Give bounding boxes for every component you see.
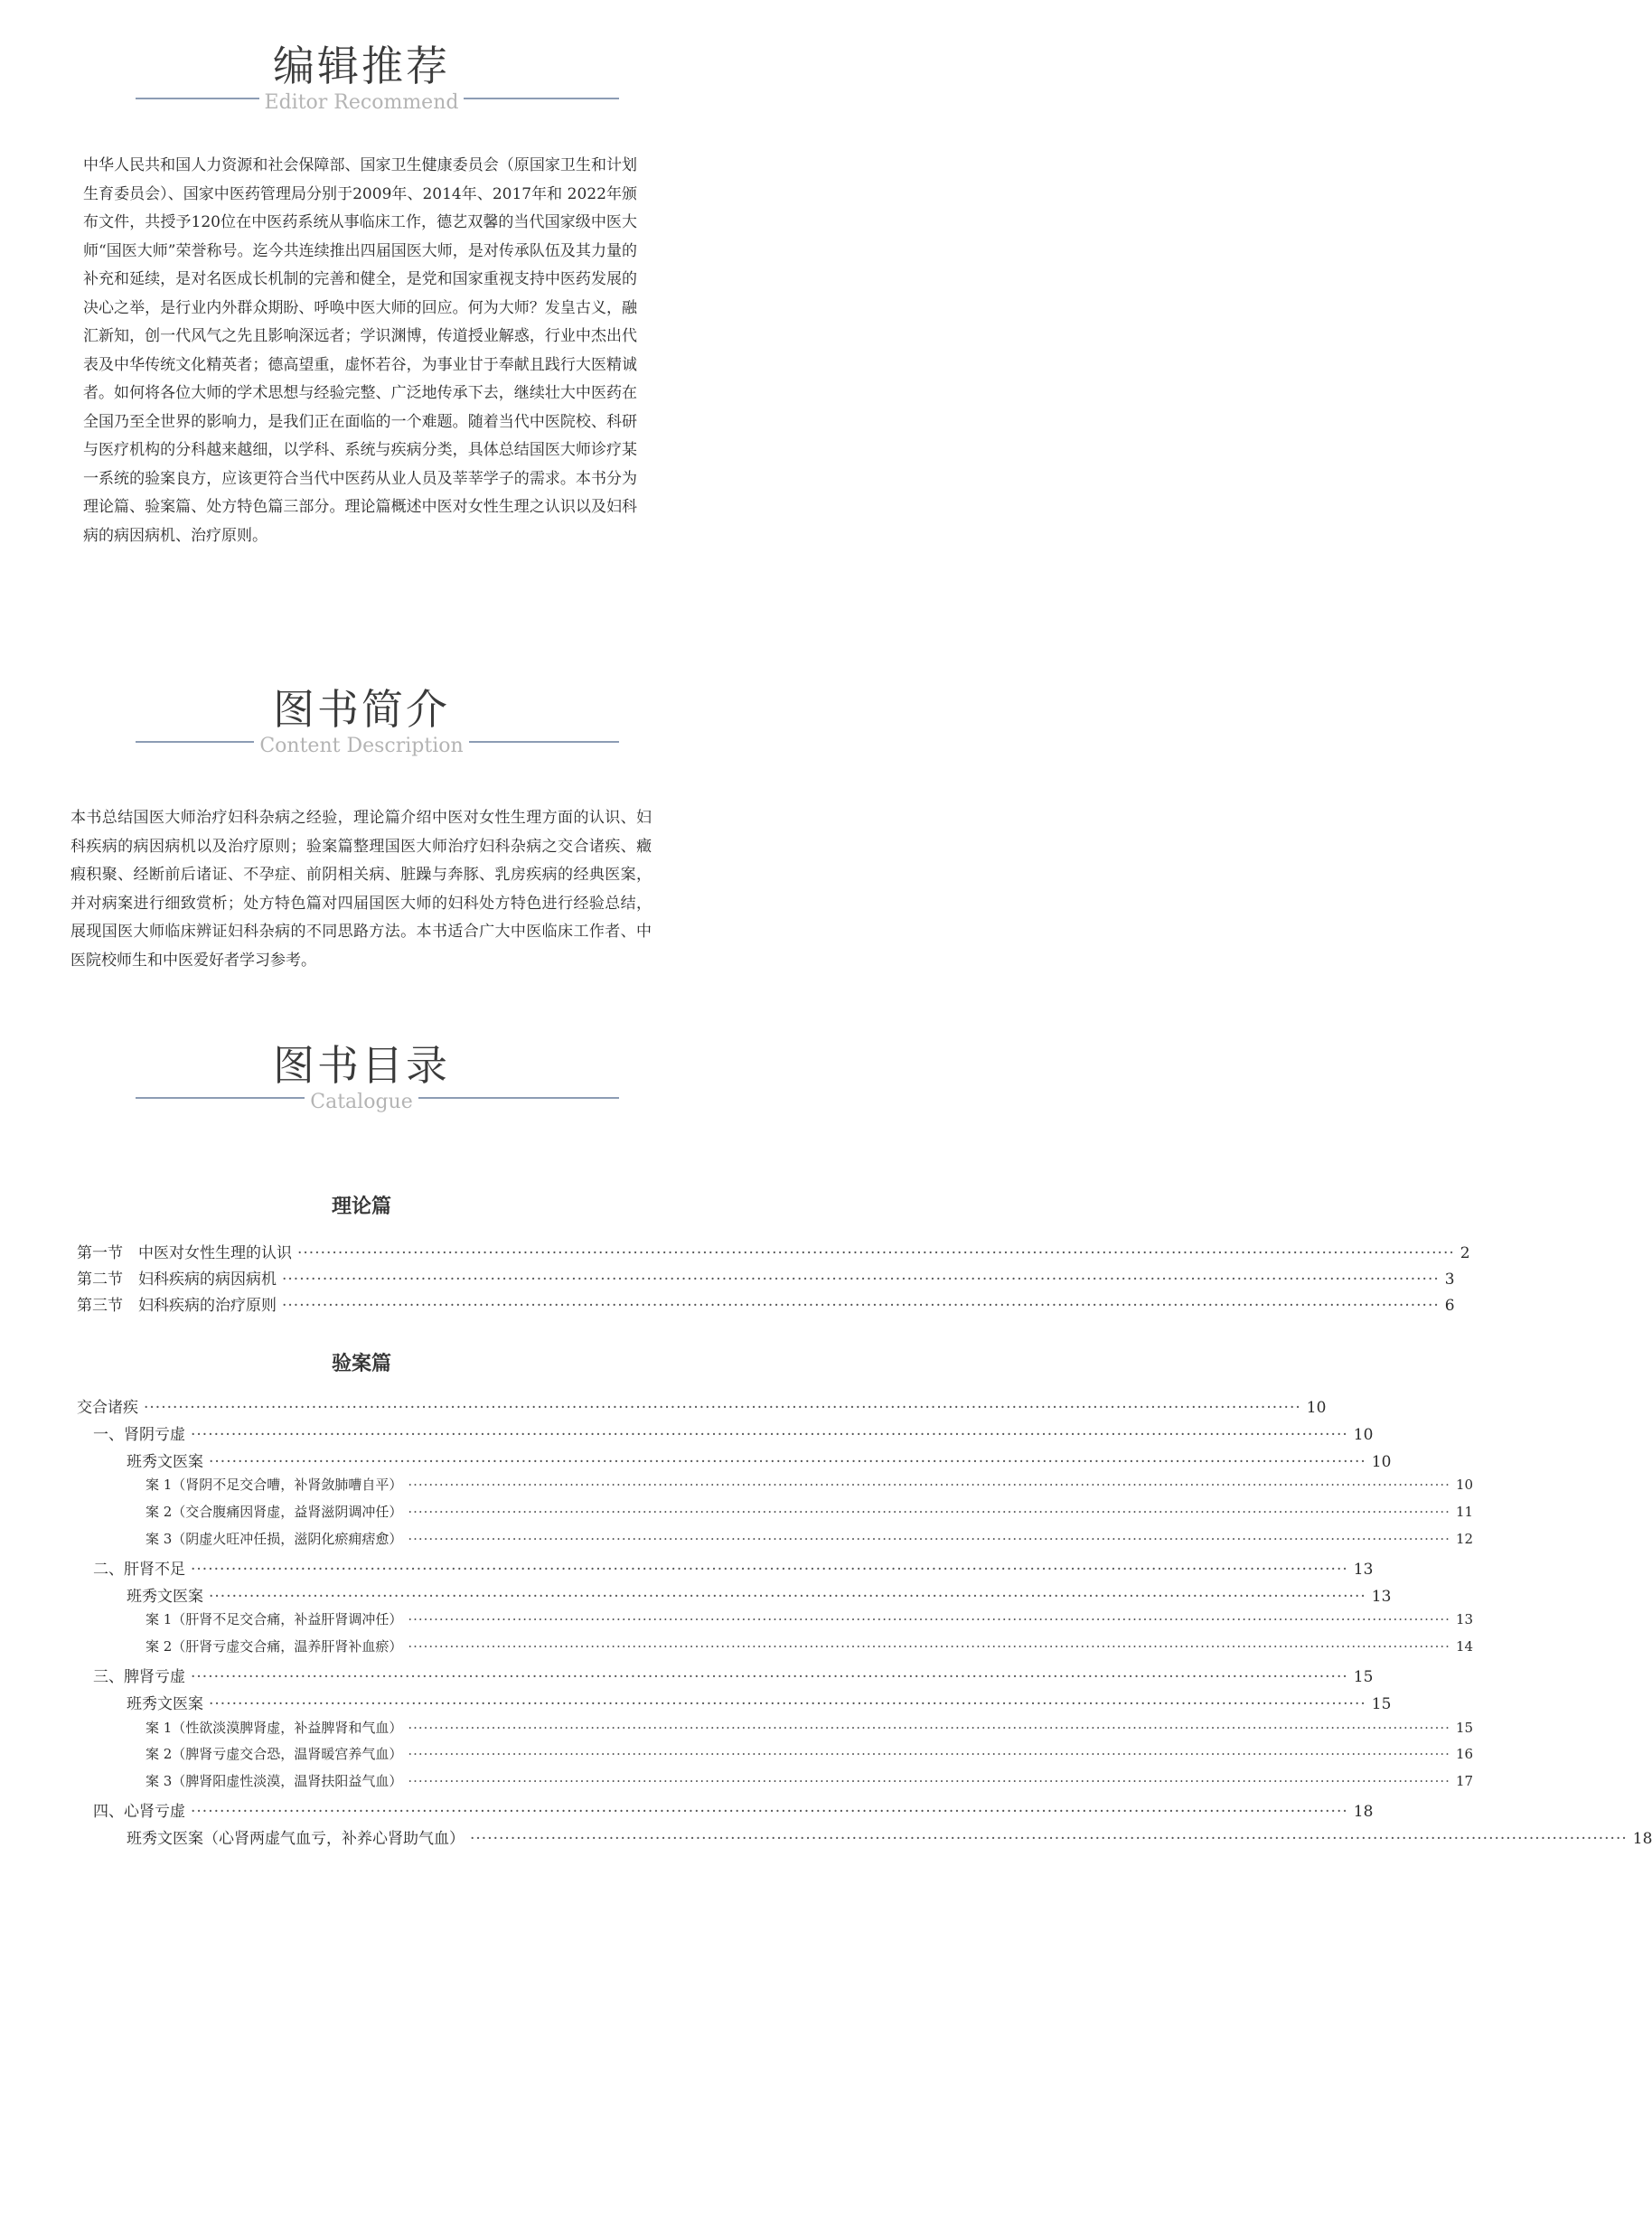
- toc-entry-label: 班秀文医案: [127, 1452, 203, 1471]
- toc-entry: [145, 1475, 1474, 1494]
- toc-leader-dots: ········································································································································································································: [191, 1803, 1348, 1821]
- toc-entry-label: 案 3（脾肾阳虚性淡漠，温肾扶阳益气血）: [145, 1773, 403, 1790]
- toc-entry-label: 案 2（肝肾亏虚交合痛，温养肝肾补血瘀）: [145, 1638, 403, 1655]
- toc-entry-page: 13: [1353, 1560, 1374, 1579]
- toc-leader-dots: ········································································································································································································: [408, 1504, 1450, 1521]
- toc-leader-dots: ········································································································································································································: [282, 1271, 1440, 1289]
- toc-leader-dots: ········································································································································································································: [408, 1746, 1450, 1763]
- toc-entry: [77, 1394, 1327, 1417]
- toc-entry-label: 案 1（性欲淡漠脾肾虚，补益脾肾和气血）: [145, 1719, 403, 1736]
- toc-entry: [93, 1798, 1374, 1821]
- toc-entry: [145, 1502, 1474, 1521]
- toc-leader-dots: ········································································································································································································: [408, 1611, 1450, 1628]
- catalogue-title: 图书目录: [273, 1041, 450, 1090]
- toc-entry: [145, 1771, 1474, 1790]
- toc-leader-dots: ········································································································································································································: [191, 1425, 1348, 1444]
- toc-entry-page: 18: [1632, 1829, 1652, 1848]
- toc-entry-label: 案 1（肝肾不足交合痛，补益肝肾调冲任）: [145, 1611, 403, 1628]
- toc-entry: [145, 1609, 1474, 1628]
- toc-entry: [127, 1583, 1392, 1606]
- toc-entry-label: 班秀文医案: [127, 1587, 203, 1606]
- toc-leader-dots: ········································································································································································································: [209, 1587, 1366, 1606]
- toc-leader-dots: ········································································································································································································: [408, 1719, 1450, 1736]
- toc-leader-dots: ········································································································································································································: [408, 1477, 1450, 1494]
- toc-entry-page: 6: [1444, 1297, 1455, 1315]
- toc-leader-dots: ········································································································································································································: [282, 1297, 1440, 1315]
- toc-theory-heading: 理论篇: [331, 1196, 391, 1218]
- toc-cases-heading: 验案篇: [331, 1353, 391, 1375]
- toc-entry-label: 交合诸疾: [77, 1399, 138, 1417]
- toc-leader-dots: ········································································································································································································: [297, 1244, 1455, 1262]
- toc-entry-page: 15: [1353, 1668, 1374, 1686]
- toc-leader-dots: ········································································································································································································: [408, 1773, 1450, 1790]
- catalogue-subtitle: Catalogue: [305, 1091, 418, 1113]
- toc-entry-page: 11: [1455, 1504, 1474, 1521]
- content-description-subtitle: Content Description: [254, 735, 468, 757]
- toc-entry-page: 10: [1455, 1477, 1474, 1494]
- toc-entry-page: 12: [1455, 1531, 1474, 1547]
- toc-entry-label: 第一节 中医对女性生理的认识: [77, 1244, 292, 1262]
- toc-entry-label: 案 2（交合腹痛因肾虚，益肾滋阴调冲任）: [145, 1504, 403, 1521]
- toc-leader-dots: ········································································································································································································: [209, 1694, 1366, 1713]
- toc-leader-dots: ········································································································································································································: [144, 1399, 1301, 1417]
- toc-entry: [93, 1421, 1374, 1444]
- toc-entry-page: 13: [1455, 1611, 1474, 1628]
- toc-leader-dots: ········································································································································································································: [209, 1452, 1366, 1471]
- toc-entry-label: 案 3（阴虚火旺冲任损，滋阴化瘀痈痞愈）: [145, 1531, 403, 1547]
- toc-entry: [127, 1825, 1652, 1848]
- editor-recommend-subtitle: Editor Recommend: [259, 91, 465, 114]
- toc-entry: [77, 1266, 1455, 1289]
- toc-entry: [77, 1240, 1470, 1262]
- toc-entry-label: 三、脾肾亏虚: [93, 1668, 185, 1686]
- toc-entry: [145, 1744, 1474, 1763]
- toc-entry-label: 班秀文医案: [127, 1694, 203, 1713]
- toc-entry-label: 四、心肾亏虚: [93, 1803, 185, 1821]
- toc-entry-page: 14: [1455, 1638, 1474, 1655]
- toc-leader-dots: ········································································································································································································: [408, 1638, 1450, 1655]
- toc-entry-page: 2: [1460, 1244, 1470, 1262]
- editor-recommend-title: 编辑推荐: [273, 42, 450, 90]
- toc-entry-page: 3: [1444, 1271, 1455, 1289]
- content-description-header: [0, 681, 723, 790]
- content-description-text: 本书总结国医大师治疗妇科杂病之经验，理论篇介绍中医对女性生理方面的认识、妇科疾病的病因病机以及治疗原则；验案篇整理国医大师治疗妇科杂病之交合诸疾、癥瘕积聚、经断前后诸证、不孕症、前阴相关病、脏躁与奔豚、乳房疾病的经典医案，并对病案进行细致赏析；处方特色篇对四届国医大师的妇科处方特色进行经验总结，展现国医大师临床辨证妇科杂病的不同思路方法。本书适合广大中医临床工作者、中医院校师生和中医爱好者学习参考。: [70, 809, 652, 970]
- toc-entry-label: 第三节 妇科疾病的治疗原则: [77, 1297, 277, 1315]
- editor-recommend-header: [0, 38, 723, 146]
- toc-entry-label: 案 1（肾阴不足交合嘈，补肾敛肺嘈自平）: [145, 1477, 403, 1494]
- toc-entry-label: 案 2（脾肾亏虚交合恐，温肾暖宫养气血）: [145, 1746, 403, 1763]
- toc-entry-page: 18: [1353, 1803, 1374, 1821]
- toc-entry-page: 15: [1371, 1694, 1392, 1713]
- editor-recommend-text: 中华人民共和国人力资源和社会保障部、国家卫生健康委员会（原国家卫生和计划生育委员会）、国家中医药管理局分别于2009年、2014年、2017年和 2022年颁布文件，共授予120位在中医药系统从事临床工作，德艺双馨的当代国家级中医大师“国医大师”荣誉称号。迄今共连续推出四届国医大师，是对传承队伍及其力量的补充和延续，是对名医成长机制的完善和健全，是党和国家重视支持中医药发展的决心之举，是行业内外群众期盼、呼唤中医大师的回应。何为大师？发皇古义，融汇新知，创一代风气之先且影响深远者；学识渊博，传道授业解惑，行业中杰出代表及中华传统文化精英者；德高望重，虚怀若谷，为事业甘于奉献且践行大医精诚者。如何将各位大师的学术思想与经验完整、广泛地传承下去，继续壮大中医药在全国乃至全世界的影响力，是我们正在面临的一个难题。随着当代中医院校、科研与医疗机构的分科越来越细，以学科、系统与疾病分类，具体总结国医大师诊疗某一系统的验案良方，应该更符合当代中医药从业人员及莘莘学子的需求。本书分为理论篇、验案篇、处方特色篇三部分。理论篇概述中医对女性生理之认识以及妇科病的病因病机、治疗原则。: [83, 156, 637, 545]
- toc-entry: [93, 1556, 1374, 1579]
- toc-entry-page: 17: [1455, 1773, 1474, 1790]
- toc-entry-label: 第二节 妇科疾病的病因病机: [77, 1271, 277, 1289]
- catalogue-header: [0, 1037, 723, 1146]
- toc-entry-page: 10: [1371, 1452, 1392, 1471]
- toc-entry-label: 一、肾阴亏虚: [93, 1425, 185, 1444]
- toc-entry: [145, 1718, 1474, 1737]
- toc-entry-label: 二、肝肾不足: [93, 1560, 185, 1579]
- toc-entry-page: 10: [1353, 1425, 1374, 1444]
- toc-leader-dots: ········································································································································································································: [470, 1829, 1628, 1848]
- toc-entry: [145, 1636, 1474, 1655]
- toc-entry-page: 16: [1455, 1746, 1474, 1763]
- toc-entry: [127, 1449, 1392, 1471]
- toc-entry-page: 15: [1455, 1719, 1474, 1736]
- toc-entry: [93, 1664, 1374, 1686]
- toc-leader-dots: ········································································································································································································: [191, 1668, 1348, 1686]
- content-description-title: 图书简介: [273, 685, 450, 734]
- toc-entry-page: 13: [1371, 1587, 1392, 1606]
- toc-leader-dots: ········································································································································································································: [408, 1531, 1450, 1547]
- toc-entry-page: 10: [1306, 1399, 1327, 1417]
- toc-entry: [127, 1691, 1392, 1713]
- toc-leader-dots: ········································································································································································································: [191, 1560, 1348, 1579]
- toc-entry-label: 班秀文医案（心肾两虚气血亏，补养心肾助气血）: [127, 1829, 465, 1848]
- toc-entry: [77, 1292, 1455, 1315]
- toc-entry: [145, 1529, 1474, 1548]
